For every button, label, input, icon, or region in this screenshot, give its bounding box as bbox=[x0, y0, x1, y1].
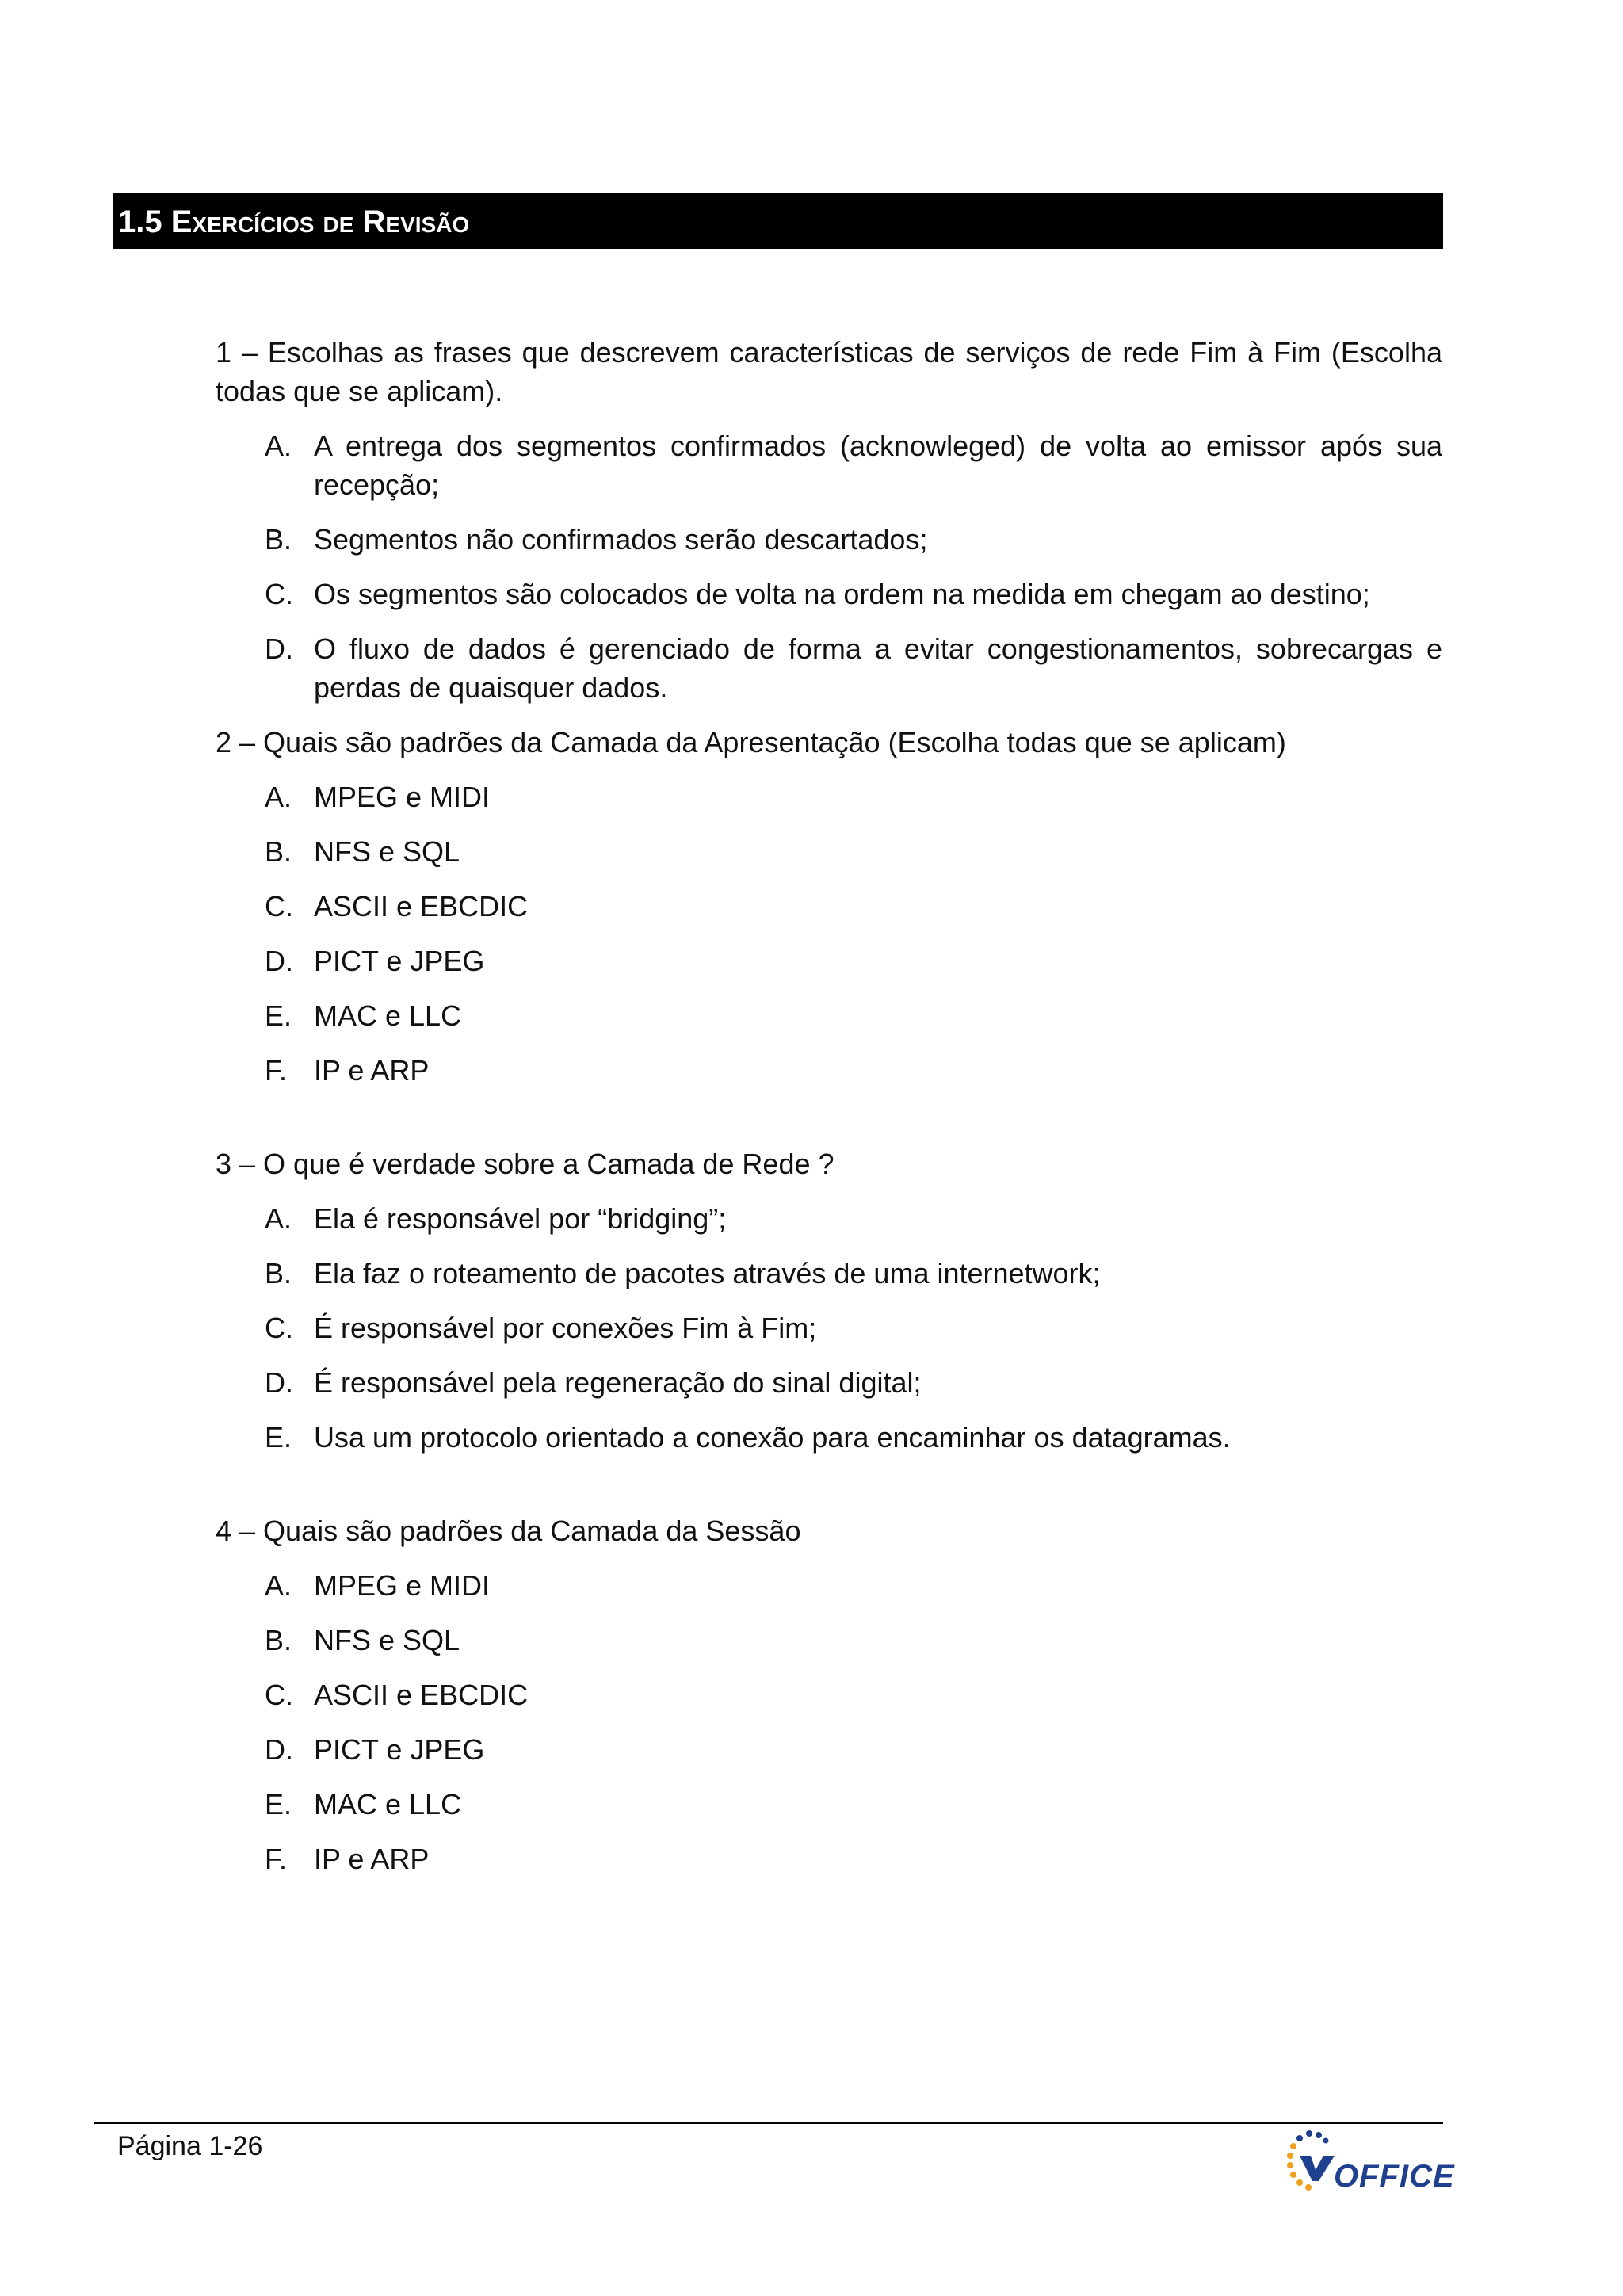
option-letter: C. bbox=[265, 1679, 293, 1711]
exercise-content bbox=[216, 333, 1442, 1894]
option-item bbox=[216, 1839, 1442, 1878]
option-letter: B. bbox=[265, 835, 292, 868]
option-letter: D. bbox=[265, 945, 293, 977]
option-item bbox=[216, 1199, 1442, 1238]
option-item bbox=[216, 942, 1442, 980]
option-text: MPEG e MIDI bbox=[314, 1569, 491, 1602]
v-office-logo-icon bbox=[1282, 2126, 1338, 2205]
option-letter: D. bbox=[265, 1733, 293, 1766]
option-letter: E. bbox=[265, 999, 292, 1032]
option-letter: A. bbox=[265, 430, 292, 462]
question-text: 2 – Quais são padrões da Camada da Apresentação (Escolha todas que se aplicam) bbox=[216, 726, 1286, 758]
option-item bbox=[216, 1418, 1442, 1457]
option-text: Segmentos não confirmados serão descartados; bbox=[314, 523, 928, 556]
question-text: 1 – Escolhas as frases que descrevem características de serviços de rede Fim à Fim (Escolha todas que se aplicam). bbox=[216, 336, 1442, 407]
option-text: A entrega dos segmentos confirmados (acknowleged) de volta ao emissor após sua recepção; bbox=[314, 430, 1442, 501]
option-list bbox=[216, 426, 1442, 707]
option-item bbox=[216, 1363, 1442, 1402]
question-text: 3 – O que é verdade sobre a Camada de Rede ? bbox=[216, 1148, 834, 1180]
question-3 bbox=[216, 1144, 1442, 1457]
question-4 bbox=[216, 1511, 1442, 1878]
option-text: ASCII e EBCDIC bbox=[314, 890, 529, 923]
option-letter: E. bbox=[265, 1788, 292, 1820]
question-1 bbox=[216, 333, 1442, 707]
option-item bbox=[216, 1566, 1442, 1605]
option-item bbox=[216, 1254, 1442, 1293]
option-item bbox=[216, 832, 1442, 871]
question-text: 4 – Quais são padrões da Camada da Sessão bbox=[216, 1515, 801, 1547]
option-text: Os segmentos são colocados de volta na ordem na medida em chegam ao destino; bbox=[314, 578, 1370, 610]
option-item bbox=[216, 777, 1442, 816]
spacer bbox=[216, 1106, 1442, 1144]
section-title: 1.5 Exercícios de Revisão bbox=[118, 204, 470, 239]
option-list bbox=[216, 1199, 1442, 1457]
option-text: É responsável por conexões Fim à Fim; bbox=[314, 1312, 817, 1344]
option-letter: B. bbox=[265, 1257, 292, 1289]
option-text: É responsável pela regeneração do sinal digital; bbox=[314, 1366, 922, 1399]
option-item bbox=[216, 520, 1442, 559]
section-header-bar bbox=[113, 193, 1443, 249]
option-letter: F. bbox=[265, 1843, 288, 1875]
option-item bbox=[216, 887, 1442, 926]
option-letter: C. bbox=[265, 890, 293, 923]
option-text: ASCII e EBCDIC bbox=[314, 1679, 529, 1711]
option-item bbox=[216, 1785, 1442, 1824]
option-item bbox=[216, 996, 1442, 1035]
option-text: Usa um protocolo orientado a conexão para encaminhar os datagramas. bbox=[314, 1421, 1231, 1454]
option-item bbox=[216, 1051, 1442, 1090]
option-item bbox=[216, 575, 1442, 613]
option-item bbox=[216, 629, 1442, 707]
option-text: IP e ARP bbox=[314, 1054, 430, 1087]
option-text: NFS e SQL bbox=[314, 835, 460, 868]
option-text: O fluxo de dados é gerenciado de forma a evitar congestionamentos, sobrecargas e perdas de quaisquer dados. bbox=[314, 632, 1442, 704]
option-text: Ela faz o roteamento de pacotes através de uma internetwork; bbox=[314, 1257, 1101, 1289]
footer-divider bbox=[94, 2122, 1443, 2124]
option-text: Ela é responsável por “bridging”; bbox=[314, 1202, 727, 1235]
option-text: MPEG e MIDI bbox=[314, 781, 491, 813]
option-text: NFS e SQL bbox=[314, 1624, 460, 1656]
option-letter: B. bbox=[265, 1624, 292, 1656]
option-item bbox=[216, 1730, 1442, 1769]
option-letter: D. bbox=[265, 632, 293, 665]
option-letter: A. bbox=[265, 1569, 292, 1602]
option-item bbox=[216, 1621, 1442, 1660]
option-letter: C. bbox=[265, 1312, 293, 1344]
option-letter: C. bbox=[265, 578, 293, 610]
option-list bbox=[216, 777, 1442, 1090]
option-text: MAC e LLC bbox=[314, 1788, 462, 1820]
option-letter: A. bbox=[265, 781, 292, 813]
option-letter: E. bbox=[265, 1421, 292, 1454]
option-letter: A. bbox=[265, 1202, 292, 1235]
option-item bbox=[216, 1675, 1442, 1714]
option-letter: B. bbox=[265, 523, 292, 556]
option-text: MAC e LLC bbox=[314, 999, 462, 1032]
option-item bbox=[216, 1308, 1442, 1347]
option-list bbox=[216, 1566, 1442, 1878]
spacer bbox=[216, 1473, 1442, 1511]
option-letter: D. bbox=[265, 1366, 293, 1399]
question-2 bbox=[216, 723, 1442, 1090]
option-text: PICT e JPEG bbox=[314, 1733, 485, 1766]
option-letter: F. bbox=[265, 1054, 288, 1087]
option-item bbox=[216, 426, 1442, 504]
v-office-logo bbox=[1282, 2126, 1455, 2213]
option-text: IP e ARP bbox=[314, 1843, 430, 1875]
option-text: PICT e JPEG bbox=[314, 945, 485, 977]
logo-text: OFFICE bbox=[1334, 2159, 1455, 2194]
page-number: Página 1-26 bbox=[117, 2131, 263, 2161]
